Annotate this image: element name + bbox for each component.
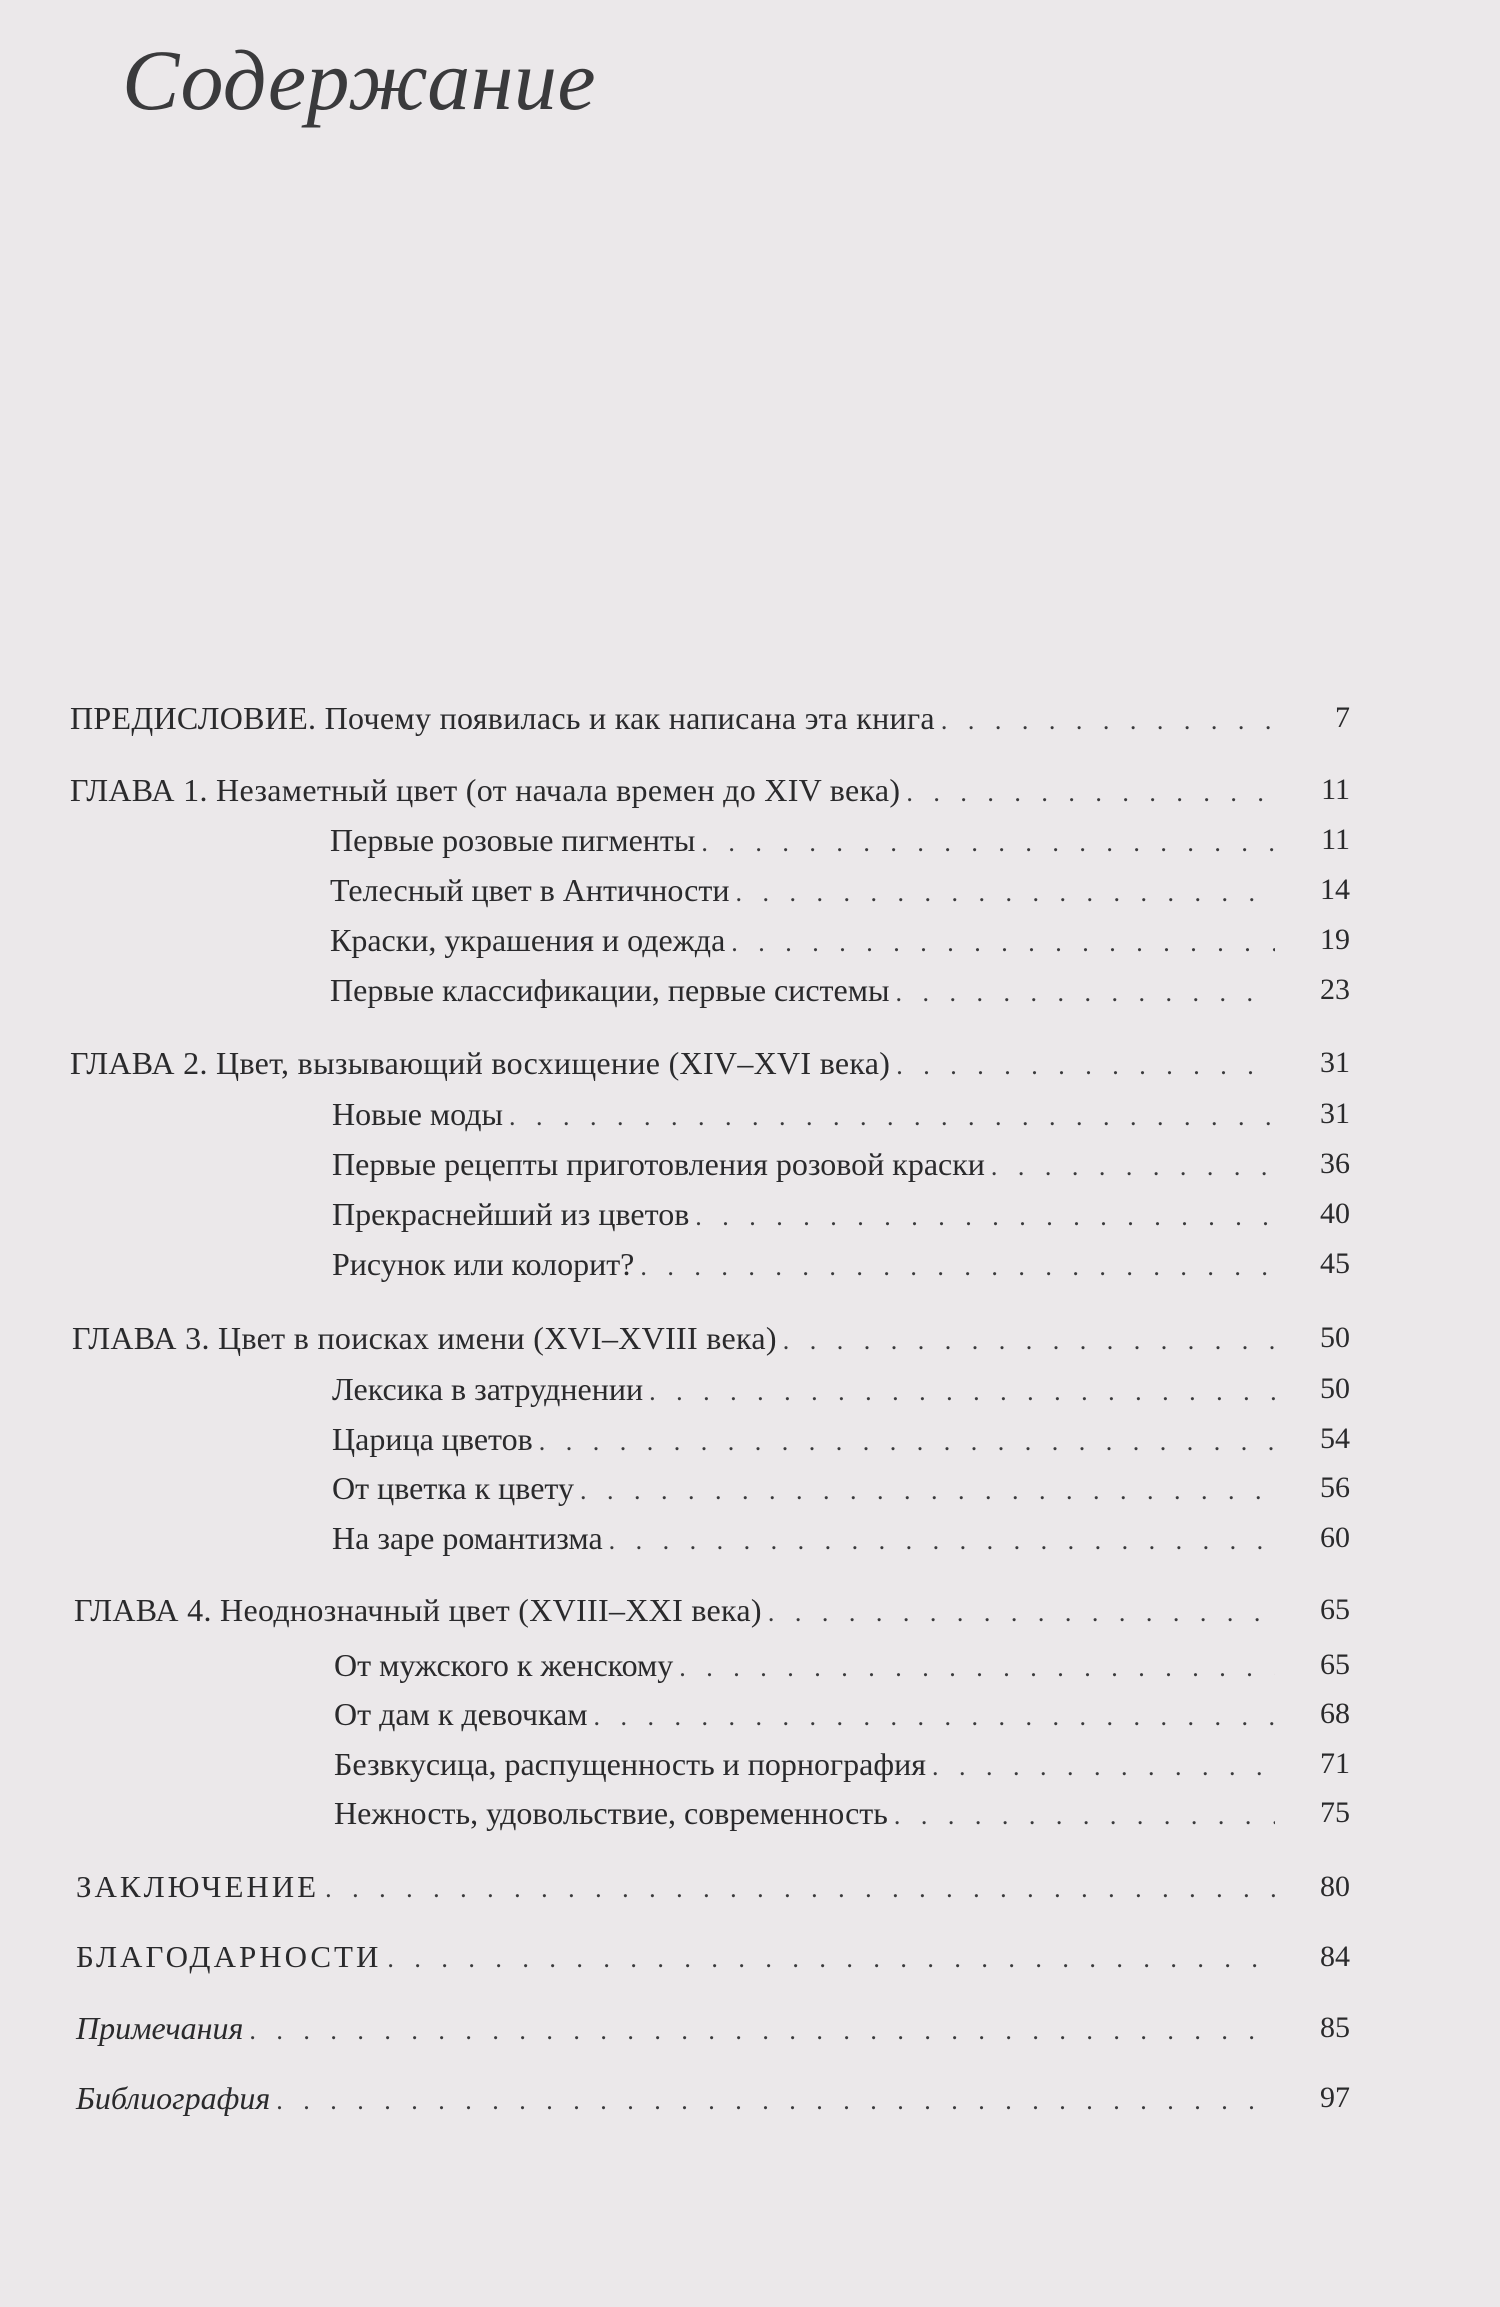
toc-entry-section[interactable] — [330, 920, 1350, 960]
page-title: Содержание — [122, 32, 597, 128]
toc-page-number: 54 — [1320, 1422, 1350, 1455]
dot-leader — [783, 1321, 1275, 1361]
toc-entry-chapter-4[interactable] — [74, 1590, 1350, 1630]
toc-entry-section[interactable] — [334, 1744, 1350, 1784]
toc-page-number: 65 — [1320, 1648, 1350, 1681]
toc-entry-text: БЛАГОДАРНОСТИ — [76, 1939, 382, 1974]
toc-entry-acknowledgements[interactable] — [76, 1937, 1350, 1977]
toc-entry-text: Первые классификации, первые системы — [330, 972, 890, 1008]
toc-entry-text: Первые рецепты приготовления розовой краски — [332, 1146, 985, 1182]
toc-page-number: 40 — [1320, 1197, 1350, 1230]
dot-leader — [539, 1422, 1275, 1462]
dot-leader — [906, 773, 1275, 813]
toc-page-number: 23 — [1320, 973, 1350, 1006]
toc-entry-chapter-1[interactable] — [70, 770, 1350, 810]
dot-leader — [594, 1697, 1275, 1737]
toc-entry-text: Нежность, удовольствие, современность — [334, 1795, 888, 1831]
toc-page-number: 14 — [1320, 873, 1350, 906]
toc-entry-text: На заре романтизма — [332, 1520, 603, 1556]
toc-entry-text: Безвкусица, распущенность и порнография — [334, 1746, 926, 1782]
toc-entry-text: Рисунок или колорит? — [332, 1246, 635, 1282]
toc-entry-section[interactable] — [332, 1369, 1350, 1409]
toc-entry-text: Царица цветов — [332, 1421, 533, 1457]
toc-entry-section[interactable] — [332, 1144, 1350, 1184]
toc-entry-section[interactable] — [332, 1194, 1350, 1234]
dot-leader — [249, 2011, 1275, 2051]
dot-leader — [932, 1747, 1275, 1787]
toc-entry-section[interactable] — [332, 1468, 1350, 1508]
dot-leader — [895, 973, 1275, 1013]
toc-entry-text: От цветка к цвету — [332, 1470, 574, 1506]
toc-page-number: 84 — [1320, 1940, 1350, 1973]
toc-entry-text: ЗАКЛЮЧЕНИЕ — [76, 1869, 320, 1904]
toc-entry-text: Первые розовые пигменты — [330, 822, 696, 858]
toc-page-number: 71 — [1320, 1747, 1350, 1780]
dot-leader — [509, 1097, 1275, 1137]
toc-page-number: 19 — [1320, 923, 1350, 956]
dot-leader — [580, 1471, 1275, 1511]
toc-page-number: 80 — [1320, 1870, 1350, 1903]
toc-page-number: 11 — [1321, 823, 1350, 856]
toc-entry-text: ГЛАВА 1. Незаметный цвет (от начала времен до XIV века) — [70, 772, 901, 808]
toc-entry-preface[interactable] — [70, 698, 1350, 738]
toc-page-number: 97 — [1320, 2081, 1350, 2114]
toc-entry-text: Новые моды — [332, 1096, 504, 1132]
toc-entry-text: От мужского к женскому — [334, 1647, 674, 1683]
toc-entry-section[interactable] — [332, 1094, 1350, 1134]
toc-entry-section[interactable] — [332, 1518, 1350, 1558]
toc-page-number: 50 — [1320, 1372, 1350, 1405]
dot-leader — [679, 1648, 1275, 1688]
toc-page-number: 50 — [1320, 1321, 1350, 1354]
toc-page-number: 56 — [1320, 1471, 1350, 1504]
toc-entry-section[interactable] — [334, 1793, 1350, 1833]
toc-entry-text: Краски, украшения и одежда — [330, 922, 726, 958]
toc-entry-text: ПРЕДИСЛОВИЕ. Почему появилась и как написана эта книга — [70, 700, 935, 736]
toc-entry-chapter-2[interactable] — [70, 1043, 1350, 1083]
dot-leader — [640, 1247, 1275, 1287]
toc-page-number: 45 — [1320, 1247, 1350, 1280]
toc-entry-text: ГЛАВА 3. Цвет в поисках имени (XVI–XVIII века) — [72, 1320, 777, 1356]
toc-page-number: 31 — [1320, 1097, 1350, 1130]
dot-leader — [991, 1147, 1275, 1187]
toc-page-number: 75 — [1320, 1796, 1350, 1829]
toc-page-number: 68 — [1320, 1697, 1350, 1730]
toc-entry-section[interactable] — [330, 870, 1350, 910]
dot-leader — [941, 701, 1270, 741]
dot-leader — [387, 1939, 1275, 1979]
toc-page-number: 60 — [1320, 1521, 1350, 1554]
toc-entry-text: Библиография — [76, 2080, 271, 2116]
toc-entry-text: От дам к девочкам — [334, 1696, 588, 1732]
toc-entry-conclusion[interactable] — [76, 1867, 1350, 1907]
toc-entry-notes[interactable] — [76, 2008, 1350, 2048]
toc-entry-text: Телесный цвет в Античности — [330, 872, 730, 908]
toc-page-number: 7 — [1335, 701, 1350, 734]
dot-leader — [649, 1372, 1275, 1412]
toc-entry-text: Лексика в затруднении — [332, 1371, 644, 1407]
toc-entry-section[interactable] — [332, 1244, 1350, 1284]
toc-entry-section[interactable] — [332, 1419, 1350, 1459]
toc-entry-text: ГЛАВА 2. Цвет, вызывающий восхищение (XIV–XVI века) — [70, 1045, 891, 1081]
toc-page-number: 31 — [1320, 1046, 1350, 1079]
dot-leader — [768, 1593, 1275, 1633]
dot-leader — [735, 873, 1275, 913]
dot-leader — [731, 923, 1275, 963]
dot-leader — [701, 823, 1275, 863]
toc-page-number: 11 — [1321, 773, 1350, 806]
toc-entry-chapter-3[interactable] — [72, 1318, 1350, 1358]
toc-page-number: 85 — [1320, 2011, 1350, 2044]
toc-entry-text: ГЛАВА 4. Неоднозначный цвет (XVIII–XXI века) — [74, 1592, 762, 1628]
toc-entry-section[interactable] — [330, 970, 1350, 1010]
dot-leader — [894, 1796, 1275, 1836]
toc-page-number: 36 — [1320, 1147, 1350, 1180]
toc-entry-section[interactable] — [334, 1694, 1350, 1734]
dot-leader — [695, 1197, 1275, 1237]
dot-leader — [896, 1046, 1275, 1086]
toc-entry-section[interactable] — [330, 820, 1350, 860]
dot-leader — [609, 1521, 1275, 1561]
toc-entry-text: Примечания — [76, 2010, 244, 2046]
toc-entry-bibliography[interactable] — [76, 2078, 1350, 2118]
toc-entry-text: Прекраснейший из цветов — [332, 1196, 690, 1232]
toc-entry-section[interactable] — [334, 1645, 1350, 1685]
dot-leader — [276, 2081, 1275, 2121]
dot-leader — [325, 1869, 1275, 1909]
toc-page-number: 65 — [1320, 1593, 1350, 1626]
